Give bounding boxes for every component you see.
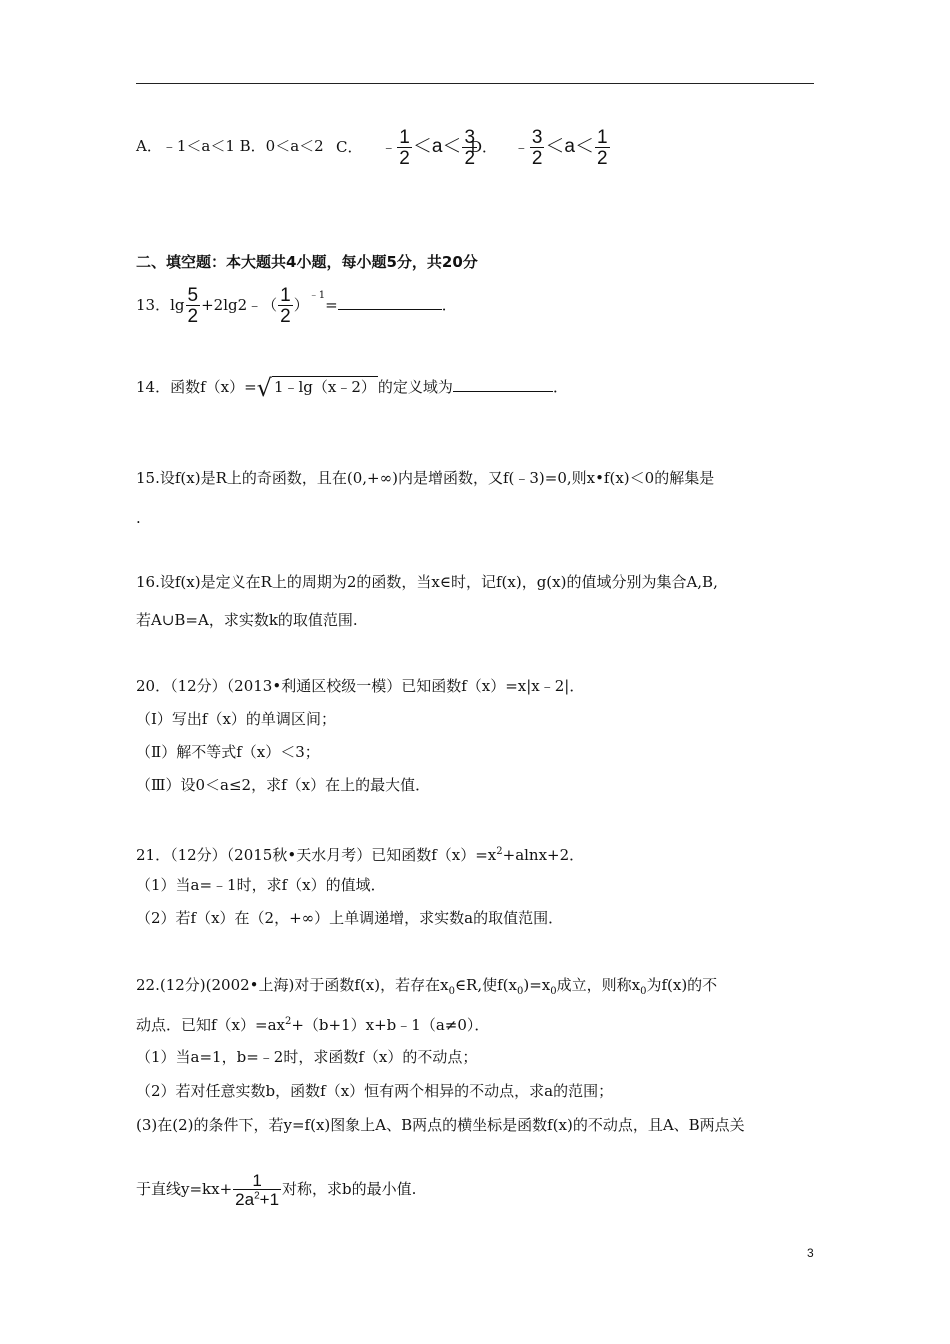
answer-blank: [338, 309, 442, 310]
question-21-line1: 21．（12分）（2015秋•天水月考）已知函数$f(x)=x^2+alnx+2$．: [136, 846, 585, 864]
question-14: 14．函数f（x）=√ 1﹣lg（x﹣2） 的定义域为 ．: [136, 374, 568, 402]
question-13: 13．lg $\frac{5}{2}$ +2lg2﹣（ $\frac{1}{2}$ ）$^{﹣1}$= ．: [136, 285, 457, 327]
q12-option-d: D． ﹣ $\frac{3}{2}$ ＜a＜ $\frac{1}{2}$: [470, 127, 608, 169]
sqrt-icon: √: [256, 374, 272, 402]
fraction: $\frac{3}{2}$: [464, 127, 476, 169]
question-20-line1: 20．（12分）（2013•利通区校级一模）已知函数f（x）=x|x﹣2|．: [136, 677, 585, 695]
question-22-line1: 22.(12分)(2002•上海)对于函数f(x)，若存在$x_0\in R$,使$f(x_0)=x_0$成立，则称$x_0$为f(x)的不: [136, 976, 718, 997]
question-20-line3: （Ⅱ）解不等式f（x）＜3；: [136, 743, 320, 761]
question-16-line1: 16.设f(x)是定义在R上的周期为2的函数，当x∈时，记f(x)，g(x)的值域分别为集合A,B,: [136, 573, 718, 591]
q12-option-c: C． ﹣ $\frac{1}{2}$ ＜a＜ $\frac{3}{2}$: [336, 127, 476, 169]
question-22-line2: 动点．已知$f(x)=ax^2+(b+1)x+b﹣1(a\ne 0)$．: [136, 1016, 490, 1034]
question-15-line1: 15.设f(x)是R上的奇函数，且在(0,+∞)内是增函数，又f(﹣3)=0,则x•f(x)＜0的解集是: [136, 469, 715, 487]
section-heading: 二、填空题：本大题共4小题，每小题5分，共20分: [136, 253, 478, 271]
fraction: $\frac{5}{2}$: [187, 285, 199, 327]
fraction: $\frac{1}{2}$: [399, 127, 410, 169]
question-21-line2: （1）当a=﹣1时，求f（x）的值域．: [136, 876, 386, 894]
question-22-line5: (3)在(2)的条件下，若y=f(x)图象上A、B两点的横坐标是函数f(x)的不动点，且A、B两点关: [136, 1116, 745, 1134]
fraction: $\frac{1}{2}$: [596, 127, 608, 169]
question-22-line3: （1）当a=1，b=﹣2时，求函数f（x）的不动点；: [136, 1048, 478, 1066]
header-rule: [136, 83, 814, 84]
question-22-line6: 于直线y=kx+ $\frac{1}{2a^2+1}$ 对称，求b的最小值.: [136, 1171, 417, 1209]
answer-blank: [453, 391, 553, 392]
fraction: $\frac{1}{2}$: [280, 285, 291, 327]
q12-option-a: A．﹣1＜a＜1 B．0＜a＜2: [136, 137, 324, 155]
question-21-line3: （2）若f（x）在（2，+∞）上单调递增，求实数a的取值范围．: [136, 909, 564, 927]
question-16-line2: 若A∪B=A，求实数k的取值范围.: [136, 611, 358, 629]
question-22-line4: （2）若对任意实数b，函数f（x）恒有两个相异的不动点，求a的范围；: [136, 1082, 614, 1100]
question-20-line2: （Ⅰ）写出f（x）的单调区间；: [136, 710, 336, 728]
question-15-line2: .: [136, 509, 141, 527]
page-number: 3: [807, 1246, 814, 1260]
fraction: $\frac{3}{2}$: [531, 127, 543, 169]
fraction: $\frac{1}{2a^2+1}$: [235, 1171, 280, 1209]
question-20-line4: （Ⅲ）设0＜a≤2，求f（x）在上的最大值．: [136, 776, 431, 794]
